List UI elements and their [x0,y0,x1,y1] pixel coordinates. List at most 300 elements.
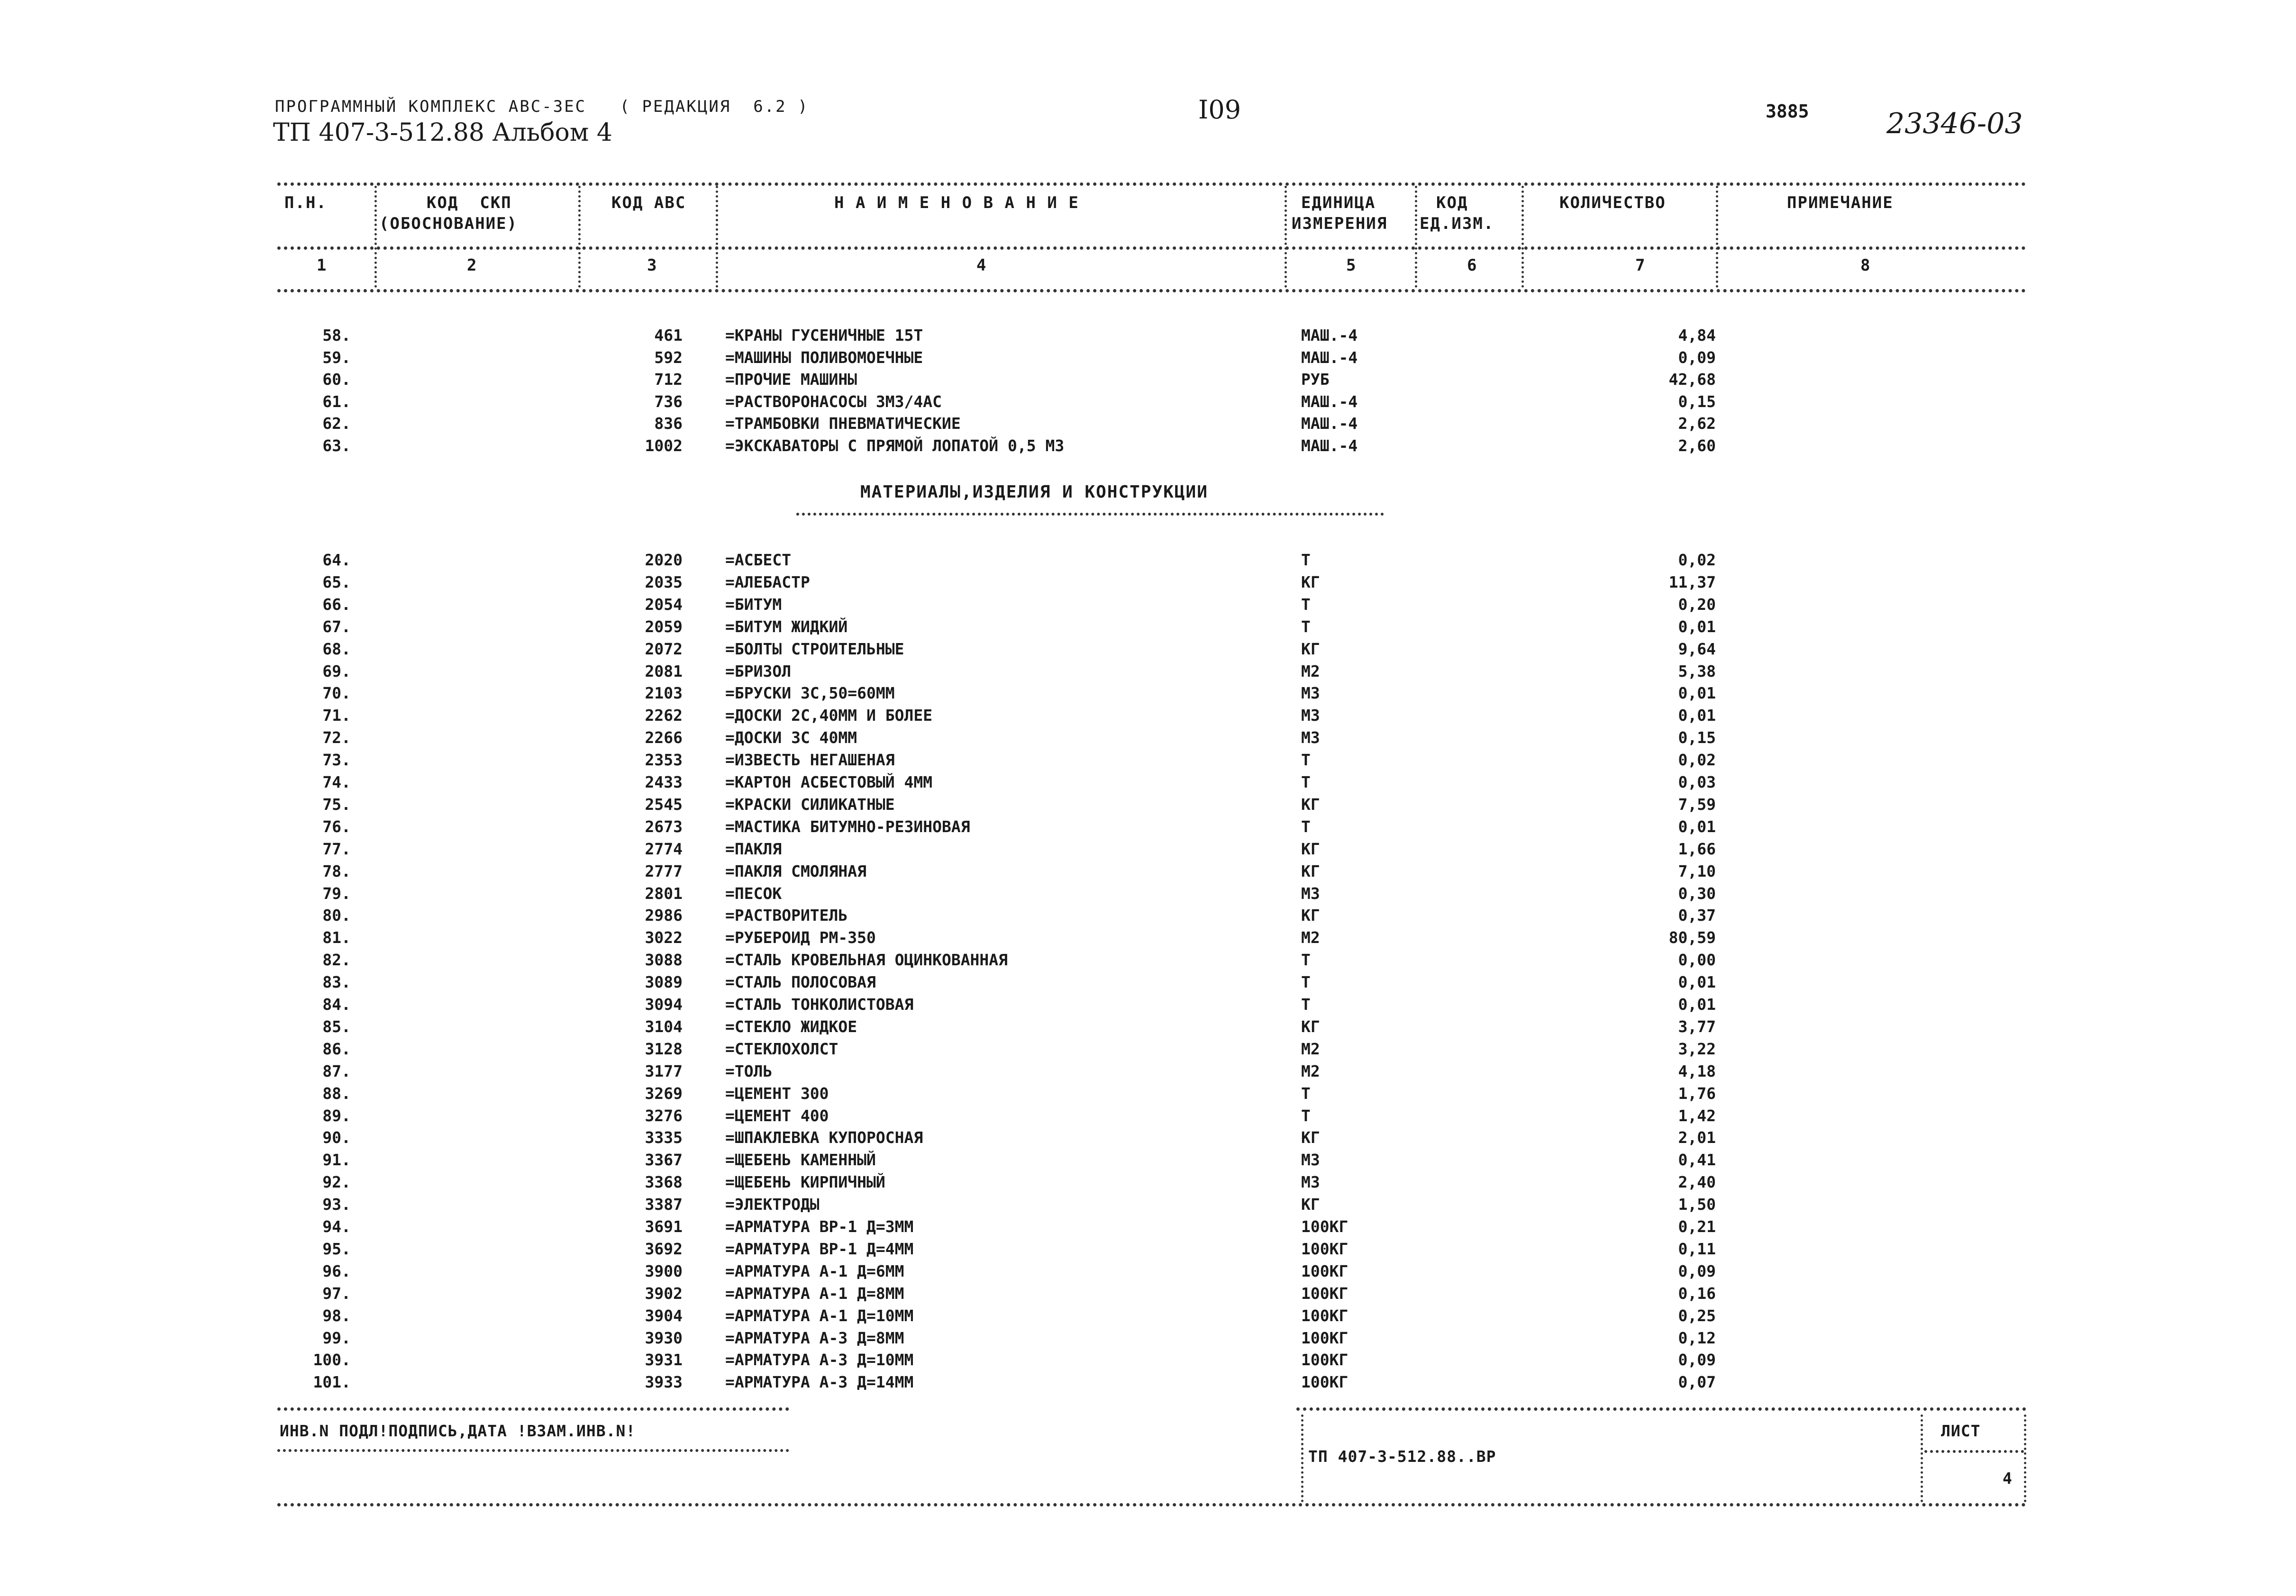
row-name: =СТАЛЬ ТОНКОЛИСТОВАЯ [725,995,914,1014]
row-unit: М3 [1301,1151,1320,1170]
row-name: =КРАНЫ ГУСЕНИЧНЫЕ 15Т [725,326,923,345]
row-abc-code: 3022 [645,928,683,947]
header-col1: П.Н. [284,193,327,212]
colnum-6: 6 [1467,256,1477,275]
row-name: =ЦЕМЕНТ 300 [725,1084,829,1103]
col-separator [1522,186,1524,288]
row-name: =ДОСКИ 2С,40ММ И БОЛЕЕ [725,706,933,725]
table-row [0,973,2296,995]
row-abc-code: 3904 [645,1306,683,1325]
row-quantity: 0,02 [1678,751,1716,770]
row-abc-code: 2059 [645,617,683,636]
row-abc-code: 461 [654,326,683,345]
row-unit: РУБ [1301,370,1330,389]
row-abc-code: 1002 [645,436,683,455]
row-abc-code: 3367 [645,1151,683,1170]
row-unit: М2 [1301,928,1320,947]
program-line: ПРОГРАММНЫЙ КОМПЛЕКС АВС-3ЕС ( РЕДАКЦИЯ 6.2 ) [275,97,809,116]
colnum-5: 5 [1346,256,1356,275]
row-name: =АРМАТУРА А-1 Д=8ММ [725,1284,904,1303]
row-unit: 100КГ [1301,1328,1348,1347]
row-number: 83. [322,973,351,992]
row-name: =РАСТВОРИТЕЛЬ [725,906,848,925]
footer-separator [2024,1415,2026,1502]
row-unit: КГ [1301,861,1320,880]
row-unit: Т [1301,973,1311,992]
row-unit: КГ [1301,572,1320,591]
row-abc-code: 2072 [645,639,683,658]
table-row [0,928,2296,950]
col-separator [716,186,718,288]
row-name: =АРМАТУРА А-1 Д=10ММ [725,1306,914,1325]
row-abc-code: 2986 [645,906,683,925]
table-row [0,1195,2296,1217]
table-row [0,640,2296,662]
row-abc-code: 3269 [645,1084,683,1103]
table-row [0,1217,2296,1239]
table-row [0,995,2296,1017]
row-unit: М2 [1301,662,1320,680]
table-row [0,1373,2296,1395]
row-abc-code: 3692 [645,1239,683,1258]
row-quantity: 2,01 [1678,1128,1716,1147]
row-unit: 100КГ [1301,1373,1348,1392]
table-row [0,392,2296,414]
row-name: =ТРАМБОВКИ ПНЕВМАТИЧЕСКИЕ [725,414,961,433]
row-number: 60. [322,370,351,389]
row-name: =БРИЗОЛ [725,662,792,680]
footer-left-divider [277,1449,789,1452]
table-row [0,662,2296,684]
row-number: 96. [322,1261,351,1280]
row-quantity: 1,50 [1678,1195,1716,1214]
header-divider [277,246,2026,250]
row-unit: Т [1301,1106,1311,1125]
page-number: I09 [1198,95,1241,125]
row-number: 94. [322,1217,351,1236]
row-unit: Т [1301,1084,1311,1103]
row-unit: 100КГ [1301,1239,1348,1258]
row-number: 82. [322,951,351,970]
row-abc-code: 2262 [645,706,683,725]
row-quantity: 0,16 [1678,1284,1716,1303]
row-abc-code: 2266 [645,728,683,747]
row-quantity: 1,76 [1678,1084,1716,1103]
table-row [0,1173,2296,1195]
row-name: =КАРТОН АСБЕСТОВЫЙ 4ММ [725,773,933,791]
row-name: =АРМАТУРА А-1 Д=6ММ [725,1261,904,1280]
row-abc-code: 2020 [645,551,683,569]
row-quantity: 0,12 [1678,1328,1716,1347]
row-unit: М3 [1301,706,1320,725]
row-abc-code: 836 [654,414,683,433]
row-name: =РАСТВОРОНАСОСЫ 3М3/4АС [725,392,942,411]
row-unit: М3 [1301,728,1320,747]
row-name: =АРМАТУРА ВР-1 Д=4ММ [725,1239,914,1258]
row-quantity: 0,01 [1678,684,1716,703]
row-name: =СТАЛЬ ПОЛОСОВАЯ [725,973,876,992]
row-number: 72. [322,728,351,747]
footer-doc-code: ТП 407-3-512.88..ВР [1308,1447,1496,1466]
row-unit: Т [1301,995,1311,1014]
table-row [0,436,2296,458]
table-row [0,595,2296,617]
row-name: =ПРОЧИЕ МАШИНЫ [725,370,857,389]
row-quantity: 2,40 [1678,1173,1716,1192]
row-abc-code: 3930 [645,1328,683,1347]
table-row [0,795,2296,817]
row-number: 73. [322,751,351,770]
row-number: 71. [322,706,351,725]
row-name: =БОЛТЫ СТРОИТЕЛЬНЫЕ [725,639,904,658]
section-underline [796,513,1384,516]
row-number: 97. [322,1284,351,1303]
table-row [0,370,2296,392]
row-quantity: 0,07 [1678,1373,1716,1392]
row-number: 66. [322,595,351,614]
row-abc-code: 3900 [645,1261,683,1280]
colnum-2: 2 [467,256,477,275]
row-name: =КРАСКИ СИЛИКАТНЫЕ [725,795,895,814]
row-number: 85. [322,1017,351,1036]
row-unit: Т [1301,817,1311,836]
sheet-number: 4 [2003,1469,2013,1487]
row-name: =ЭЛЕКТРОДЫ [725,1195,820,1214]
sheet-divider [1924,1450,2024,1453]
row-abc-code: 3335 [645,1128,683,1147]
row-abc-code: 3368 [645,1173,683,1192]
row-quantity: 0,15 [1678,728,1716,747]
row-number: 86. [322,1039,351,1058]
row-unit: КГ [1301,639,1320,658]
row-name: =БРУСКИ 3С,50=60ММ [725,684,895,703]
row-abc-code: 3387 [645,1195,683,1214]
row-name: =АСБЕСТ [725,551,792,569]
row-name: =ПАКЛЯ [725,839,782,858]
row-name: =МАШИНЫ ПОЛИВОМОЕЧНЫЕ [725,348,923,367]
table-row [0,951,2296,972]
row-quantity: 42,68 [1668,370,1716,389]
table-row [0,906,2296,928]
row-unit: Т [1301,773,1311,791]
row-unit: 100КГ [1301,1351,1348,1369]
row-unit: КГ [1301,906,1320,925]
row-name: =ПЕСОК [725,884,782,903]
row-name: =РУБЕРОИД РМ-350 [725,928,876,947]
row-name: =АЛЕБАСТР [725,572,810,591]
row-name: =АРМАТУРА ВР-1 Д=3ММ [725,1217,914,1236]
row-quantity: 2,60 [1678,436,1716,455]
row-unit: КГ [1301,1017,1320,1036]
row-name: =ТОЛЬ [725,1061,773,1080]
row-abc-code: 3104 [645,1017,683,1036]
header-col5-line2: ИЗМЕРЕНИЯ [1292,214,1388,233]
row-unit: 100КГ [1301,1284,1348,1303]
row-number: 95. [322,1239,351,1258]
row-number: 61. [322,392,351,411]
row-number: 88. [322,1084,351,1103]
row-abc-code: 3931 [645,1351,683,1369]
row-quantity: 0,41 [1678,1151,1716,1170]
row-quantity: 2,62 [1678,414,1716,433]
row-quantity: 0,01 [1678,817,1716,836]
table-row [0,1062,2296,1084]
header-col2-line2: (ОБОСНОВАНИЕ) [379,214,518,233]
table-row [0,617,2296,639]
footer-separator [1301,1415,1303,1502]
row-abc-code: 3276 [645,1106,683,1125]
row-quantity: 0,25 [1678,1306,1716,1325]
row-number: 100. [313,1351,351,1369]
row-name: =ЩЕБЕНЬ КИРПИЧНЫЙ [725,1173,885,1192]
row-number: 64. [322,551,351,569]
row-number: 68. [322,639,351,658]
table-row [0,1262,2296,1284]
row-name: =МАСТИКА БИТУМНО-РЕЗИНОВАЯ [725,817,970,836]
header-col6-line1: КОД [1436,193,1468,212]
row-unit: Т [1301,617,1311,636]
row-unit: 100КГ [1301,1306,1348,1325]
table-row [0,1351,2296,1372]
row-name: =СТЕКЛО ЖИДКОЕ [725,1017,857,1036]
row-number: 70. [322,684,351,703]
row-name: =ЩЕБЕНЬ КАМЕННЫЙ [725,1151,876,1170]
row-quantity: 0,02 [1678,551,1716,569]
row-unit: МАШ.-4 [1301,326,1358,345]
row-unit: М3 [1301,684,1320,703]
row-abc-code: 2777 [645,861,683,880]
row-number: 65. [322,572,351,591]
row-quantity: 0,09 [1678,348,1716,367]
row-unit: Т [1301,595,1311,614]
row-unit: КГ [1301,1128,1320,1147]
row-unit: МАШ.-4 [1301,414,1358,433]
row-number: 76. [322,817,351,836]
table-row [0,573,2296,595]
table-row [0,773,2296,795]
colnum-7: 7 [1635,256,1645,275]
row-unit: КГ [1301,1195,1320,1214]
row-abc-code: 712 [654,370,683,389]
row-quantity: 11,37 [1668,572,1716,591]
table-row [0,1017,2296,1039]
table-row [0,884,2296,906]
row-number: 93. [322,1195,351,1214]
row-quantity: 3,77 [1678,1017,1716,1036]
col-separator [1285,186,1287,288]
row-number: 63. [322,436,351,455]
row-quantity: 0,15 [1678,392,1716,411]
footer-separator [1921,1415,1923,1502]
row-quantity: 80,59 [1668,928,1716,947]
colnum-1: 1 [317,256,327,275]
album-title: ТП 407-3-512.88 Альбом 4 [273,118,612,147]
table-row [0,348,2296,370]
row-abc-code: 3177 [645,1061,683,1080]
row-unit: КГ [1301,795,1320,814]
table-row [0,1084,2296,1106]
row-unit: 100КГ [1301,1261,1348,1280]
document-code: 3885 [1766,101,1809,122]
table-row [0,751,2296,772]
header-col7: КОЛИЧЕСТВО [1559,193,1666,212]
row-name: =АРМАТУРА А-3 Д=14ММ [725,1373,914,1392]
handwritten-stamp: 23346-03 [1886,107,2023,140]
col-separator [1716,186,1718,288]
row-abc-code: 2801 [645,884,683,903]
row-unit: МАШ.-4 [1301,392,1358,411]
row-abc-code: 3691 [645,1217,683,1236]
row-number: 81. [322,928,351,947]
row-quantity: 0,03 [1678,773,1716,791]
row-number: 59. [322,348,351,367]
row-unit: МАШ.-4 [1301,436,1358,455]
row-abc-code: 3089 [645,973,683,992]
footer-right-top-border [1296,1407,2026,1411]
row-number: 84. [322,995,351,1014]
header-col4: Н А И М Е Н О В А Н И Е [834,193,1079,212]
header-col6-line2: ЕД.ИЗМ. [1420,214,1494,233]
section-title: МАТЕРИАЛЫ,ИЗДЕЛИЯ И КОНСТРУКЦИИ [860,482,1208,502]
table-row [0,551,2296,572]
row-quantity: 0,30 [1678,884,1716,903]
row-abc-code: 3933 [645,1373,683,1392]
row-abc-code: 3902 [645,1284,683,1303]
table-row [0,1106,2296,1128]
row-name: =ЭКСКАВАТОРЫ С ПРЯМОЙ ЛОПАТОЙ 0,5 М3 [725,436,1065,455]
row-unit: М3 [1301,884,1320,903]
row-name: =ДОСКИ 3С 40ММ [725,728,857,747]
row-abc-code: 2433 [645,773,683,791]
row-name: =СТАЛЬ КРОВЕЛЬНАЯ ОЦИНКОВАННАЯ [725,951,1008,970]
row-number: 67. [322,617,351,636]
row-abc-code: 2673 [645,817,683,836]
row-name: =ИЗВЕСТЬ НЕГАШЕНАЯ [725,751,895,770]
row-quantity: 0,09 [1678,1261,1716,1280]
row-quantity: 0,09 [1678,1351,1716,1369]
row-abc-code: 3128 [645,1039,683,1058]
row-number: 77. [322,839,351,858]
row-quantity: 0,01 [1678,617,1716,636]
row-number: 101. [313,1373,351,1392]
row-number: 90. [322,1128,351,1147]
row-unit: КГ [1301,839,1320,858]
row-unit: М3 [1301,1173,1320,1192]
row-quantity: 1,66 [1678,839,1716,858]
table-row [0,817,2296,839]
row-unit: 100КГ [1301,1217,1348,1236]
table-row [0,706,2296,728]
col-separator [374,186,377,288]
row-number: 78. [322,861,351,880]
row-abc-code: 2545 [645,795,683,814]
row-quantity: 0,01 [1678,973,1716,992]
row-unit: Т [1301,551,1311,569]
row-number: 89. [322,1106,351,1125]
row-number: 98. [322,1306,351,1325]
row-abc-code: 2774 [645,839,683,858]
footer-left-top-border [277,1407,789,1411]
table-row [0,1040,2296,1061]
header-col5-line1: ЕДИНИЦА [1301,193,1376,212]
row-number: 69. [322,662,351,680]
table-row [0,728,2296,750]
col-separator [578,186,581,288]
row-name: =АРМАТУРА А-3 Д=8ММ [725,1328,904,1347]
row-quantity: 0,21 [1678,1217,1716,1236]
row-number: 92. [322,1173,351,1192]
table-row [0,1240,2296,1261]
table-row [0,862,2296,884]
row-abc-code: 592 [654,348,683,367]
colnum-8: 8 [1860,256,1870,275]
row-abc-code: 3094 [645,995,683,1014]
col-separator [1415,186,1417,288]
sheet-label: ЛИСТ [1941,1422,1981,1440]
row-quantity: 0,01 [1678,995,1716,1014]
row-name: =АРМАТУРА А-3 Д=10ММ [725,1351,914,1369]
table-row [0,1151,2296,1172]
footer-signature-block: ИНВ.N ПОДЛ!ПОДПИСЬ,ДАТА !ВЗАМ.ИНВ.N! [280,1422,636,1440]
row-number: 58. [322,326,351,345]
row-quantity: 5,38 [1678,662,1716,680]
row-name: =СТЕКЛОХОЛСТ [725,1039,838,1058]
row-abc-code: 2103 [645,684,683,703]
table-row [0,414,2296,436]
footer-bottom-border [277,1503,2026,1506]
row-quantity: 0,37 [1678,906,1716,925]
table-row [0,1284,2296,1306]
row-unit: М2 [1301,1039,1320,1058]
row-abc-code: 2353 [645,751,683,770]
row-name: =БИТУМ [725,595,782,614]
row-unit: Т [1301,751,1311,770]
row-quantity: 0,11 [1678,1239,1716,1258]
colnum-4: 4 [976,256,986,275]
table-row [0,1128,2296,1150]
table-row [0,840,2296,861]
table-row [0,1329,2296,1351]
row-abc-code: 736 [654,392,683,411]
row-name: =ЦЕМЕНТ 400 [725,1106,829,1125]
row-abc-code: 2035 [645,572,683,591]
colnum-3: 3 [647,256,657,275]
row-number: 62. [322,414,351,433]
row-quantity: 4,18 [1678,1061,1716,1080]
row-quantity: 1,42 [1678,1106,1716,1125]
header-col3: КОД АВС [611,193,686,212]
row-name: =ШПАКЛЕВКА КУПОРОСНАЯ [725,1128,923,1147]
row-quantity: 7,59 [1678,795,1716,814]
row-number: 74. [322,773,351,791]
row-abc-code: 2054 [645,595,683,614]
row-quantity: 4,84 [1678,326,1716,345]
row-quantity: 7,10 [1678,861,1716,880]
table-row [0,1306,2296,1328]
row-quantity: 3,22 [1678,1039,1716,1058]
header-col8: ПРИМЕЧАНИЕ [1787,193,1894,212]
row-number: 99. [322,1328,351,1347]
row-number: 79. [322,884,351,903]
row-number: 91. [322,1151,351,1170]
row-number: 75. [322,795,351,814]
row-quantity: 0,00 [1678,951,1716,970]
row-number: 80. [322,906,351,925]
table-top-border [277,182,2026,186]
row-quantity: 0,01 [1678,706,1716,725]
row-name: =БИТУМ ЖИДКИЙ [725,617,848,636]
row-quantity: 0,20 [1678,595,1716,614]
